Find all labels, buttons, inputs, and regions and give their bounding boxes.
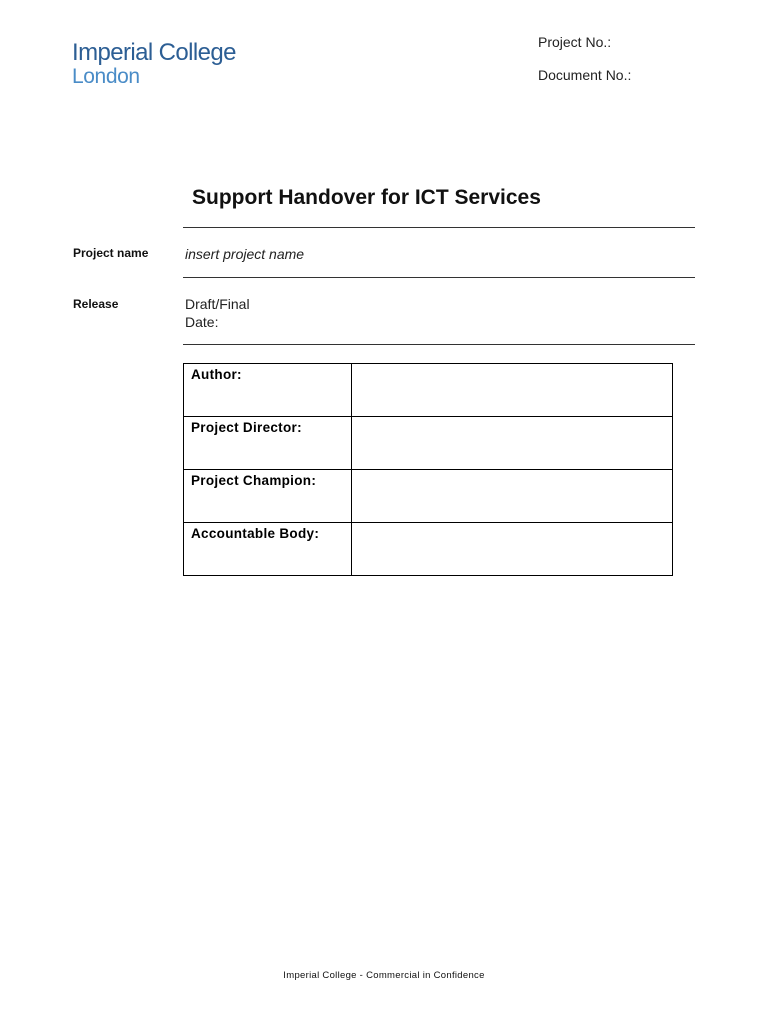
project-name-value: insert project name: [185, 246, 305, 262]
project-director-label: Project Director:: [184, 417, 352, 470]
release-status-value: Draft/Final: [185, 296, 250, 312]
release-date-label: Date:: [185, 314, 219, 330]
divider-bottom: [183, 344, 695, 345]
table-row: [184, 364, 673, 417]
project-no-label: Project No.:: [538, 34, 612, 50]
accountable-body-value: [352, 523, 673, 576]
author-label: Author:: [184, 364, 352, 417]
project-champion-value: [352, 470, 673, 523]
document-no-label: Document No.:: [538, 67, 632, 83]
project-director-value: [352, 417, 673, 470]
logo-line-1: Imperial College: [72, 39, 236, 66]
project-name-label: Project name: [73, 246, 149, 260]
table-row: [184, 417, 673, 470]
table-row: [184, 523, 673, 576]
author-value: [352, 364, 673, 417]
divider-top: [183, 227, 695, 228]
logo-line-2: London: [72, 65, 140, 88]
footer-confidentiality-notice: Imperial College - Commercial in Confidence: [283, 970, 485, 981]
project-champion-label: Project Champion:: [184, 470, 352, 523]
document-title: Support Handover for ICT Services: [192, 186, 541, 209]
table-row: [184, 470, 673, 523]
divider-middle: [183, 277, 695, 278]
accountable-body-label: Accountable Body:: [184, 523, 352, 576]
release-label: Release: [73, 297, 119, 311]
roles-table: [183, 363, 673, 576]
imperial-college-logo: [72, 40, 236, 88]
